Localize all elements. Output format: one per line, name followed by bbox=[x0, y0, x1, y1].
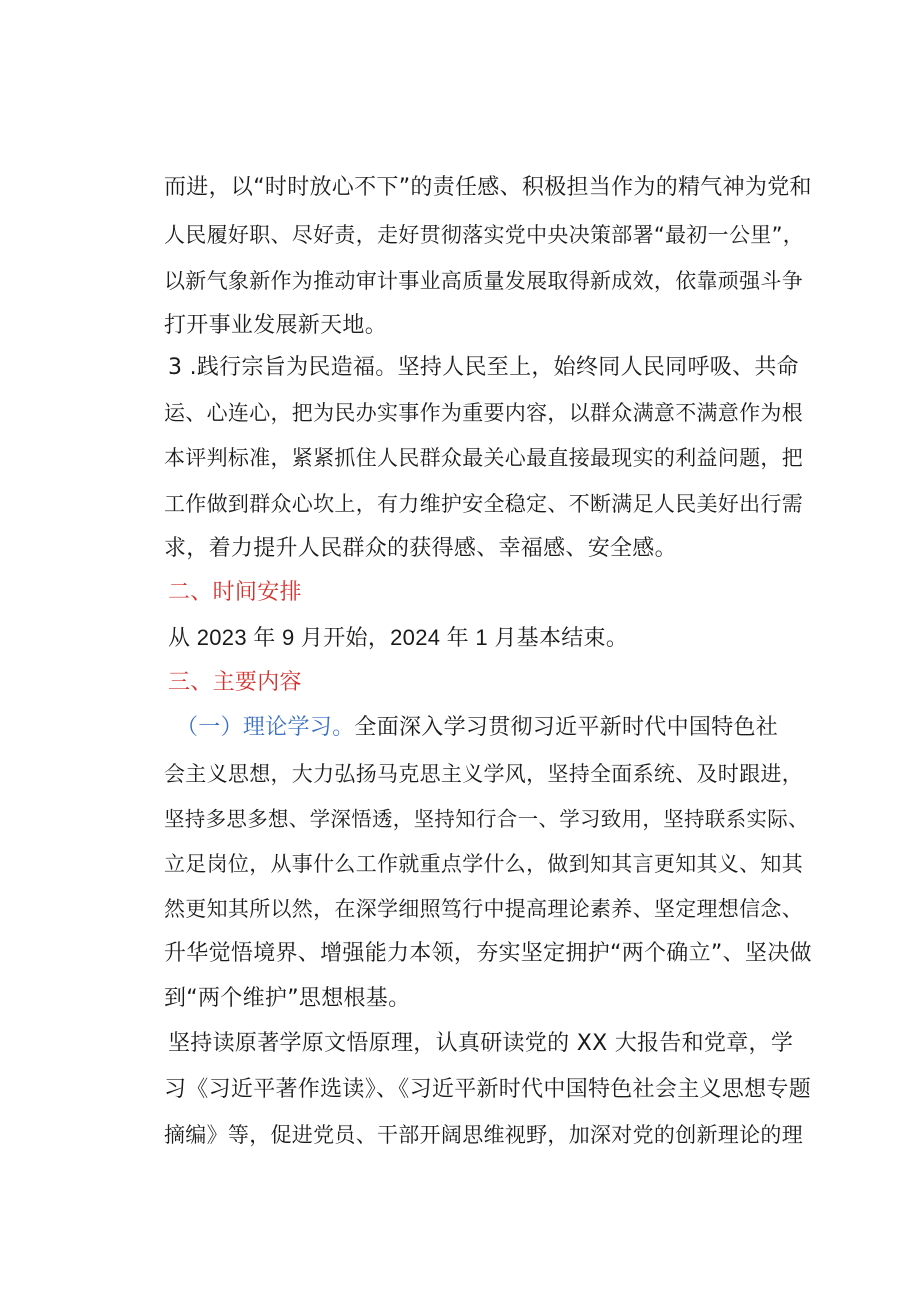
paragraph-4-line-2: 习《习近平著作选读》、《习近平新时代中国特色社会主义思想专题 bbox=[164, 1077, 812, 1102]
paragraph-3-line-6: 升华觉悟境界、增强能力本领，夯实坚定拥护“两个确立”、坚决做 bbox=[164, 941, 812, 966]
paragraph-1-line-4: 打开事业发展新天地。 bbox=[164, 313, 388, 338]
paragraph-3-line-1-text: 全面深入学习贯彻习近平新时代中国特色社 bbox=[354, 715, 779, 740]
section-heading-content: 三、主要内容 bbox=[168, 670, 302, 695]
subheading-theory-study: （一）理论学习。 bbox=[176, 715, 355, 740]
section-heading-schedule: 二、时间安排 bbox=[168, 580, 302, 605]
paragraph-2-line-4: 工作做到群众心坎上，有力维护安全稳定、不断满足人民美好出行需 bbox=[164, 492, 803, 516]
paragraph-2-line-2: 运、心连心，把为民办实事作为重要内容，以群众满意不满意作为根 bbox=[164, 401, 803, 425]
paragraph-3-line-3: 坚持多思多想、学深悟透，坚持知行合一、学习致用，坚持联系实际、 bbox=[164, 807, 809, 831]
paragraph-2-line-1: 3 .践行宗旨为民造福。坚持人民至上，始终同人民同呼吸、共命 bbox=[168, 355, 799, 380]
paragraph-1-line-1: 而进，以“时时放心不下”的责任感、积极担当作为的精气神为党和 bbox=[164, 175, 812, 200]
paragraph-3-line-7: 到“两个维护”思想根基。 bbox=[164, 986, 411, 1011]
paragraph-3-line-5: 然更知其所以然，在深学细照笃行中提高理论素养、坚定理想信念、 bbox=[164, 897, 803, 921]
paragraph-3-line-1 bbox=[176, 713, 778, 743]
paragraph-4-line-3: 摘编》等，促进党员、干部开阔思维视野，加深对党的创新理论的理 bbox=[164, 1123, 803, 1147]
paragraph-4-line-1: 坚持读原著学原文悟原理，认真研读党的 XX 大报告和党章，学 bbox=[168, 1031, 794, 1056]
paragraph-3-line-2: 会主义思想，大力弘扬马克思主义学风，坚持全面系统、及时跟进， bbox=[164, 762, 803, 786]
paragraph-2-line-5: 求，着力提升人民群众的获得感、幸福感、安全感。 bbox=[164, 536, 677, 561]
paragraph-2-line-3: 本评判标准，紧紧抓住人民群众最关心最直接最现实的利益问题，把 bbox=[164, 446, 803, 470]
paragraph-1-line-3: 以新气象新作为推动审计事业高质量发展取得新成效，依靠顽强斗争 bbox=[164, 269, 803, 293]
paragraph-1-line-2: 人民履好职、尽好责，走好贯彻落实党中央决策部署“最初一公里”， bbox=[164, 223, 805, 247]
schedule-text: 从 2023 年 9 月开始，2024 年 1 月基本结束。 bbox=[168, 625, 629, 650]
paragraph-3-line-4: 立足岗位，从事什么工作就重点学什么，做到知其言更知其义、知其 bbox=[164, 852, 803, 876]
